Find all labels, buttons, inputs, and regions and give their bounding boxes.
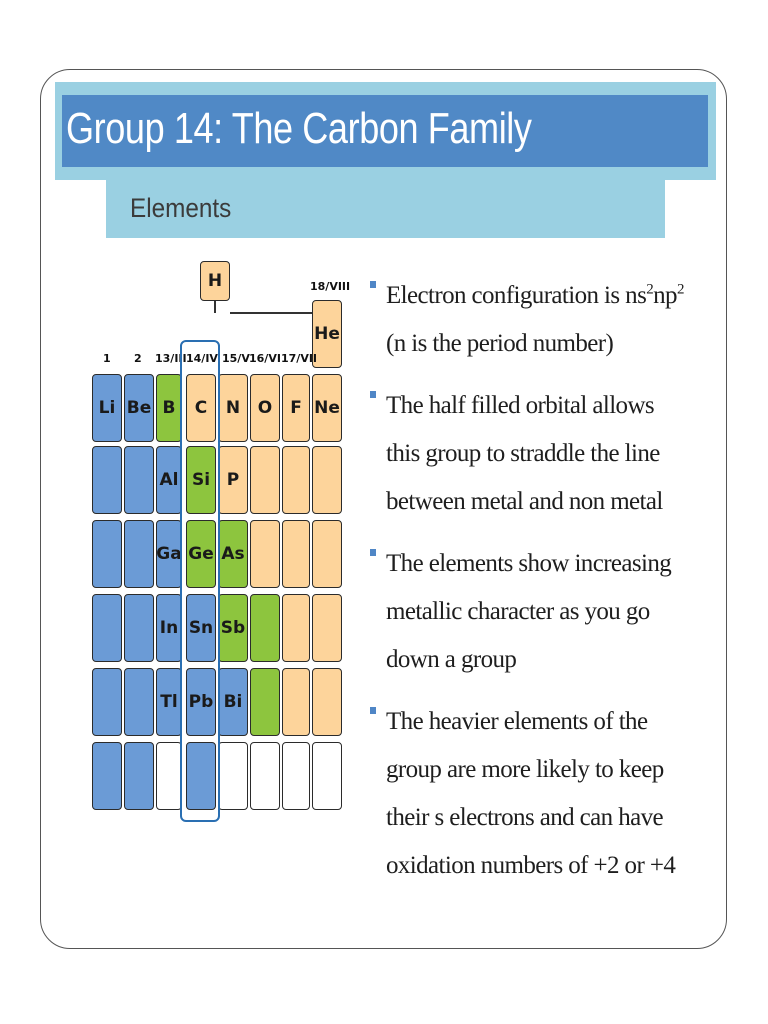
bullet-text: The heavier elements of the group are more likely to keep their s electrons and can have oxidation numbers of +2 or +4: [386, 708, 676, 879]
cell-r6-g2: [124, 668, 154, 736]
bullet-square-icon: [370, 391, 376, 398]
group-label-2: 2: [134, 352, 142, 365]
cell-r7-g18: [312, 742, 342, 810]
bullet-item: [368, 540, 688, 684]
element-Pb: Pb: [186, 668, 216, 736]
bullet-square-icon: [370, 281, 376, 288]
bullet-text: The elements show increasing metallic character as you go down a group: [386, 550, 672, 673]
cell-r3-g18: [312, 446, 342, 514]
cell-r3-g17: [282, 446, 310, 514]
slide-title: Group 14: The Carbon Family: [66, 104, 532, 153]
cell-r5-g18: [312, 594, 342, 662]
bullet-item: [368, 382, 688, 526]
bullet-square-icon: [370, 707, 376, 714]
cell-r6-g17: [282, 668, 310, 736]
element-O: O: [250, 374, 280, 442]
cell-r5-g16: [250, 594, 280, 662]
group-label-18: 18/VIII: [310, 280, 351, 293]
element-He: He: [312, 300, 342, 368]
element-Sn: Sn: [186, 594, 216, 662]
group-14-highlight: [180, 340, 220, 822]
cell-r7-g16: [250, 742, 280, 810]
cell-r7-g1: [92, 742, 122, 810]
element-In: In: [156, 594, 182, 662]
cell-r6-g16: [250, 668, 280, 736]
cell-r6-g1: [92, 668, 122, 736]
element-C: C: [186, 374, 216, 442]
bullet-square-icon: [370, 549, 376, 556]
element-Tl: Tl: [156, 668, 182, 736]
element-F: F: [282, 374, 310, 442]
element-H: H: [200, 261, 230, 301]
element-Ga: Ga: [156, 520, 182, 588]
group-label-16: 16/VI: [249, 352, 281, 365]
element-Sb: Sb: [218, 594, 248, 662]
cell-r7-g13: [156, 742, 182, 810]
element-Ne: Ne: [312, 374, 342, 442]
bullet-item: [368, 272, 688, 368]
cell-r3-g16: [250, 446, 280, 514]
element-N: N: [218, 374, 248, 442]
cell-r7-g17: [282, 742, 310, 810]
element-Bi: Bi: [218, 668, 248, 736]
element-Be: Be: [124, 374, 154, 442]
group-label-17: 17/VII: [281, 352, 318, 365]
element-Al: Al: [156, 446, 182, 514]
bullet-item: [368, 698, 688, 890]
cell-r5-g17: [282, 594, 310, 662]
element-P: P: [218, 446, 248, 514]
cell-r4-g16: [250, 520, 280, 588]
bullet-list: [368, 272, 688, 904]
group-label-15: 15/V: [222, 352, 250, 365]
slide-subtitle: Elements: [130, 193, 232, 223]
element-As: As: [218, 520, 248, 588]
cell-r4-g1: [92, 520, 122, 588]
group-label-1: 1: [103, 352, 111, 365]
cell-r4-g2: [124, 520, 154, 588]
cell-r3-g1: [92, 446, 122, 514]
bullet-text: The half filled orbital allows this group to straddle the line between metal and non metal: [386, 392, 663, 515]
element-B: B: [156, 374, 182, 442]
cell-r7-g2: [124, 742, 154, 810]
cell-r4-g18: [312, 520, 342, 588]
h-connector-vertical: [214, 301, 216, 313]
group-label-14: 14/IV: [186, 352, 218, 365]
cell-r5-g1: [92, 594, 122, 662]
group-label-13: 13/III: [155, 352, 187, 365]
cell-r4-g17: [282, 520, 310, 588]
element-Li: Li: [92, 374, 122, 442]
bullet-text: Electron configuration is $ns^2np^2$ (n is the period number): [386, 281, 684, 357]
cell-r5-g2: [124, 594, 154, 662]
cell-r7-g15: [218, 742, 248, 810]
h-he-connector-line: [230, 312, 312, 314]
element-Si: Si: [186, 446, 216, 514]
cell-r6-g18: [312, 668, 342, 736]
element-Ge: Ge: [186, 520, 216, 588]
cell-r3-g2: [124, 446, 154, 514]
